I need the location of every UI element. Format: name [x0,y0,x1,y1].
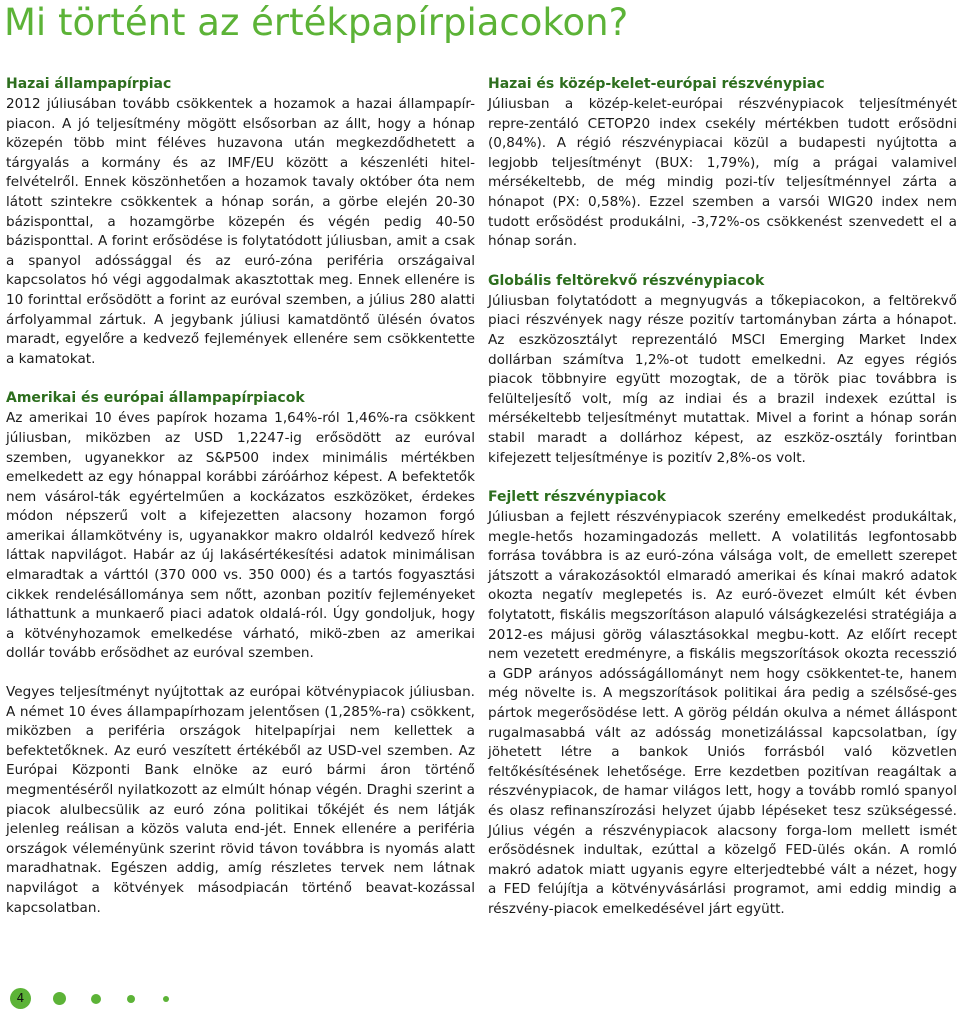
left-column [6,74,475,937]
section-paragraph: Az amerikai 10 éves papírok hozama 1,64%-ról 1,46%-ra csökkent júliusban, miközben az USD 1,2247-ig erősödött az euróval szemben, ugyanekkor az S&P500 index minimális mértékben emelkedett az egy hónappal korábbi záróárhoz képest. A befektetők nem vásárol-ták egyértelműen a kockázatos eszközöket, érdekes módon népszerű volt a kifejezetten alacsony hozamon forgó amerikai államkötvény is, ugyanakkor makro oldalról kedvező hírek láttak napvilágot. Habár az új lakásértékesítési adatok minimálisan elmaradtak a várttól (370 000 vs. 350 000) és a tartós fogyasztási cikkek rendelésállománya sem nőtt, azonban pozitív fejleményeket láthattunk a munkaerő piaci adatok oldalá-ról. Úgy gondoljuk, hogy a kötvényhozamok emelkedése várható, mikö-zben az amerikai dollár tovább erősödhet az euróval szemben. [6,410,475,662]
right-column [488,74,957,939]
section-paragraph: Júliusban folytatódott a megnyugvás a tőkepiacokon, a feltörekvő piaci részvények nagy része pozitív tartományban zárta a hónapot. Az eszközosztályt reprezentáló MSCI Emerging Market Index dollárban számítva 1,2%-ot tudott emelkedni. Az egyes régiós piacok többnyire együtt mozogtak, de a török piac továbbra is felülteljesítő volt, míg az indiai és a brazil indexek ezúttal is mérsékeltebb teljesítményt mutattak. Mivel a forint a hónap során stabil maradt a dollárhoz képest, az eszköz-osztály forintban kifejezett teljesítménye is pozitív 2,8%-os volt. [488,292,957,466]
section-heading: Amerikai és európai állampapírpiacok [6,390,305,407]
section-paragraph: 2012 júliusában tovább csökkentek a hozamok a hazai állampapír-piacon. A jó teljesítmény mögött elsősorban az állt, hogy a hónap közepén több mint féléves huzavona után megkezdődhetett a tárgyalás a kormány és az IMF/EU között a készenléti hitel-felvételről. Ennek köszönhetően a hozamok tavaly október óta nem látott szintekre csökkentek a hónap során, a görbe elején 20-30 bázisponttal, a hozamgörbe közepén és végén pedig 40-50 bázisponttal. A forint erősödése is folytatódott júliusban, amit a csak a spanyol adóssággal és az euró-zóna periféria országaival kapcsolatos hó végi aggodalmak akasztottak meg. Ennek ellenére is 10 forinttal erősödött a forint az euróval szemben, a július 280 alatti árfolyammal zártuk. A jegybank júliusi kamatdöntő ülésén óvatos maradt, egyelőre a kedvező fejlemények ellenére sem csökkentette a kamatokat. [6,96,475,367]
section-heading: Hazai és közép-kelet-európai részvénypiac [488,76,825,92]
decorative-dot-icon [53,992,66,1005]
section-heading: Fejlett részvénypiacok [488,489,666,506]
section-heading: Globális feltörekvő részvénypiacok [488,272,765,289]
section-paragraph: Júliusban a közép-kelet-európai részvénypiacok teljesítményét repre-zentáló CETOP20 index csekély mértékben tudott erősödni (0,84%). A régió részvénypiacai közül a budapesti nyújtotta a legjobb teljesítményt (BUX: 1,79%), míg a prágai valamivel mérsékeltebb, de még mindig pozi-tív teljesítménnyel zárta a hónapot (PX: 0,58%). Ezzel szemben a varsói WIG20 index nem tudott erősödést produkálni, -3,72%-os csökkenést szenvedett el a hónap során. [488,96,957,250]
section-globalis-feltorekvo-reszvenypiacok [488,271,957,468]
section-heading: Hazai állampapírpiac [6,76,172,92]
section-paragraph: Vegyes teljesítményt nyújtottak az európai kötvénypiacok júliusban. A német 10 éves állampapírhozam jelentősen (1,285%-ra) csökkent, miközben a periféria országok hitelpapírjai nem kellettek a befektetőknek. Az euró veszített értékéből az USD-vel szemben. Az Európai Központi Bank elnöke az euró bármi áron történő megmentéséről nyilatkozott az elmúlt hónap végén. Draghi szerint a piacok alulbecsülik az euró zóna politikai tőkéjét és nem látják jelenleg reálisan a közös valuta end-jét. Ennek ellenére a periféria országok véleményünk szerint rövid távon továbbra is nyomás alatt maradhatnak. Egészen addig, amíg részletes tervek nem látnak napvilágot a kötvények másodpiacán történő beavat-kozással kapcsolatban. [6,684,475,916]
section-paragraph: Júliusban a fejlett részvénypiacok szerény emelkedést produkáltak, megle-hetős hozamingadozás mellett. A volatilitás legfontosabb forrása továbbra is az euró-zóna válsága volt, de emellett szerepet játszott a várakozásoktól elmaradó amerikai és kínai makró adatok okozta negatív meglepetés is. Az euró-övezet elmúlt két évben folytatott, fiskális megszorításon alapuló válságkezelési stratégiája a 2012-es májusi görög választásokkal megbu-kott. Az előírt recept nem vezetett eredményre, a fiskális megszorítások okozta recesszió a GDP arányos adósságállományt nem hogy csökkentet-te, hanem még növelte is. A megszorítások politikai ára pedig a szélsősé-ges pártok megerősödése lett. A görög példán okulva a német álláspont rugalmasabbá vált az adósság monetizálással kapcsolatban, így jöhetett létre a bankok Uniós forrásból való közvetlen feltőkésítésének lehetősége. Erre kezdetben pozitívan reagáltak a részvénypiacok, de hamar világos lett, hogy a tovább romló spanyol és olasz refinanszírozási helyzet újabb lépéseket tesz szükségessé. Július végén a részvénypiacok alacsony forga-lom mellett ismét erősödésnek indultak, ezúttal a közelgő FED-ülés okán. A romló makró adatok miatt ugyanis egyre elterjedtebbé vált a nézet, hogy a FED felújítja a kötvényvásárlási programot, ami eddig mindig a részvény-piacok emelkedésével járt együtt. [488,509,957,917]
page-title: Mi történt az értékpapírpiacokon? [4,1,629,44]
section-hazai-es-kke-reszvenypiac [488,74,957,252]
decorative-dot-icon [91,994,101,1004]
section-fejlett-reszvenypiacok [488,487,957,919]
decorative-dot-icon [163,996,169,1002]
page-number-badge: 4 [10,988,31,1009]
section-hazai-allampapirpiac [6,74,475,369]
decorative-dot-icon [127,995,135,1003]
section-amerikai-es-europai-allampapirpiacok [6,388,475,918]
